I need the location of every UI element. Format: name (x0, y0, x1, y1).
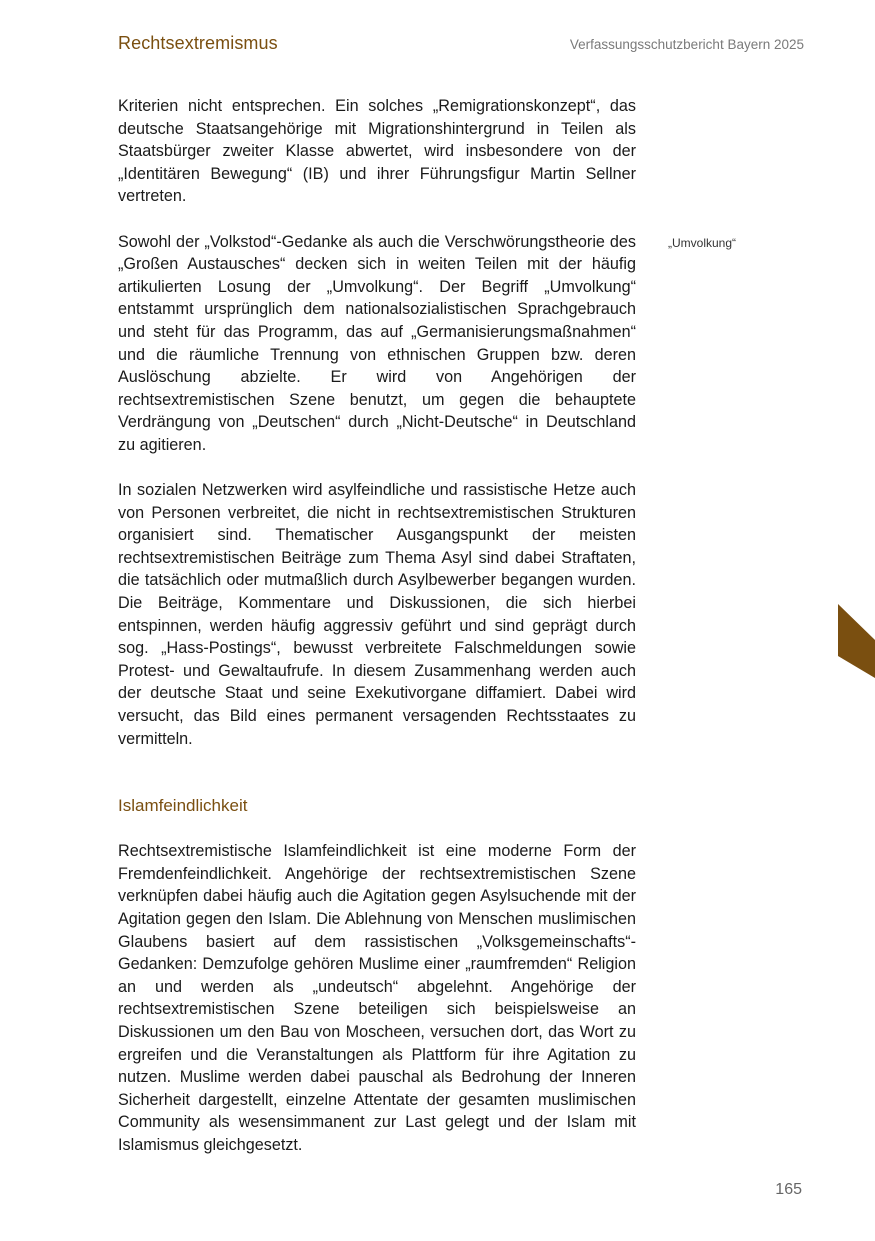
page-number: 165 (775, 1181, 802, 1198)
paragraph-remigration: Kriterien nicht entsprechen. Ein solches „Remigrationskonzept“, das deutsche Staatsangehörige mit Migrationshintergrund in Teilen als Staatsbürger zweiter Klasse abwertet, wird insbesondere von der „Identitären Bewegung“ (IB) und ihrer Führungsfigur Martin Sellner vertreten. (118, 97, 636, 206)
chapter-tab-marker (838, 604, 875, 678)
paragraph-social-networks: In sozialen Netzwerken wird asylfeindliche und rassistische Hetze auch von Personen verbreitet, die nicht in rechtsextremistischen Strukturen organisiert sind. Thematischer Ausgangspunkt der meisten rechtsextremistischen Beiträge zum Thema Asyl sind dabei Straftaten, die tatsächlich oder mutmaßlich durch Asylbewerber begangen wurden. Die Beiträge, Kommentare und Diskussionen, die sich hierbei entspinnen, werden häufig aggressiv geführt und sind geprägt durch sog. „Hass-Postings“, bewusst verbreitete Falschmeldungen sowie Protest- und Gewaltaufrufe. In diesem Zusammenhang werden auch der deutsche Staat und seine Exekutivorgane diffamiert. Dabei wird versucht, das Bild eines permanent versagenden Rechtsstaates zu vermitteln. (118, 481, 636, 748)
running-header-report: Verfassungsschutzbericht Bayern 2025 (569, 37, 804, 52)
section-spacer (118, 750, 636, 794)
paragraph-spacer (118, 457, 636, 480)
paragraph-spacer (118, 208, 636, 231)
paragraph-islamfeindlichkeit: Rechtsextremistische Islamfeindlichkeit ist eine moderne Form der Fremdenfeindlichkeit. Angehörige der rechtsextremistischen Szene verknüpfen dabei häufig auch die Agitation gegen Asylsuchende mit der Agitation gegen den Islam. Die Ablehnung von Menschen muslimischen Glaubens basiert auf dem rassistischen „Volksgemeinschafts“-Gedanken: Demzufolge gehören Muslime einer „raumfremden“ Religion an und werden als „undeutsch“ abgelehnt. Angehörige der rechtsextremistischen Szene beteiligen sich beispielsweise an Diskussionen um den Bau von Moscheen, versuchen dort, das Wort zu ergreifen und die Veranstaltungen als Plattform für ihre Agitation zu nutzen. Muslime werden dabei pauschal als Bedrohung der Inneren Sicherheit dargestellt, einzelne Attentate der gesamten muslimischen Community als wesensimmanent zur Last gelegt und der Islam mit Islamismus gleichgesetzt. (118, 842, 636, 1154)
section-spacer (118, 818, 636, 840)
body-column (118, 95, 636, 1157)
subheading-islamfeindlichkeit: Islamfeindlichkeit (118, 796, 248, 816)
margin-note: „Umvolkung“ (668, 236, 737, 250)
running-header-section: Rechtsextremismus (118, 33, 278, 53)
tab-marker-shape (838, 604, 875, 678)
paragraph-umvolkung: Sowohl der „Volkstod“-Gedanke als auch die Verschwörungstheorie des „Großen Austausches“ decken sich in weiten Teilen mit der häufig artikulierten Losung der „Umvolkung“. Der Begriff „Umvolkung“ entstammt ursprünglich dem nationalsozialistischen Sprachgebrauch und steht für das Programm, das auf „Germanisierungsmaßnahmen“ und die räumliche Trennung von ethnischen Gruppen bzw. deren Auslöschung abzielte. Er wird von Angehörigen der rechtsextremistischen Szene benutzt, um gegen die behauptete Verdrängung von „Deutschen“ durch „Nicht-Deutsche“ in Deutschland zu agitieren. (118, 232, 636, 454)
